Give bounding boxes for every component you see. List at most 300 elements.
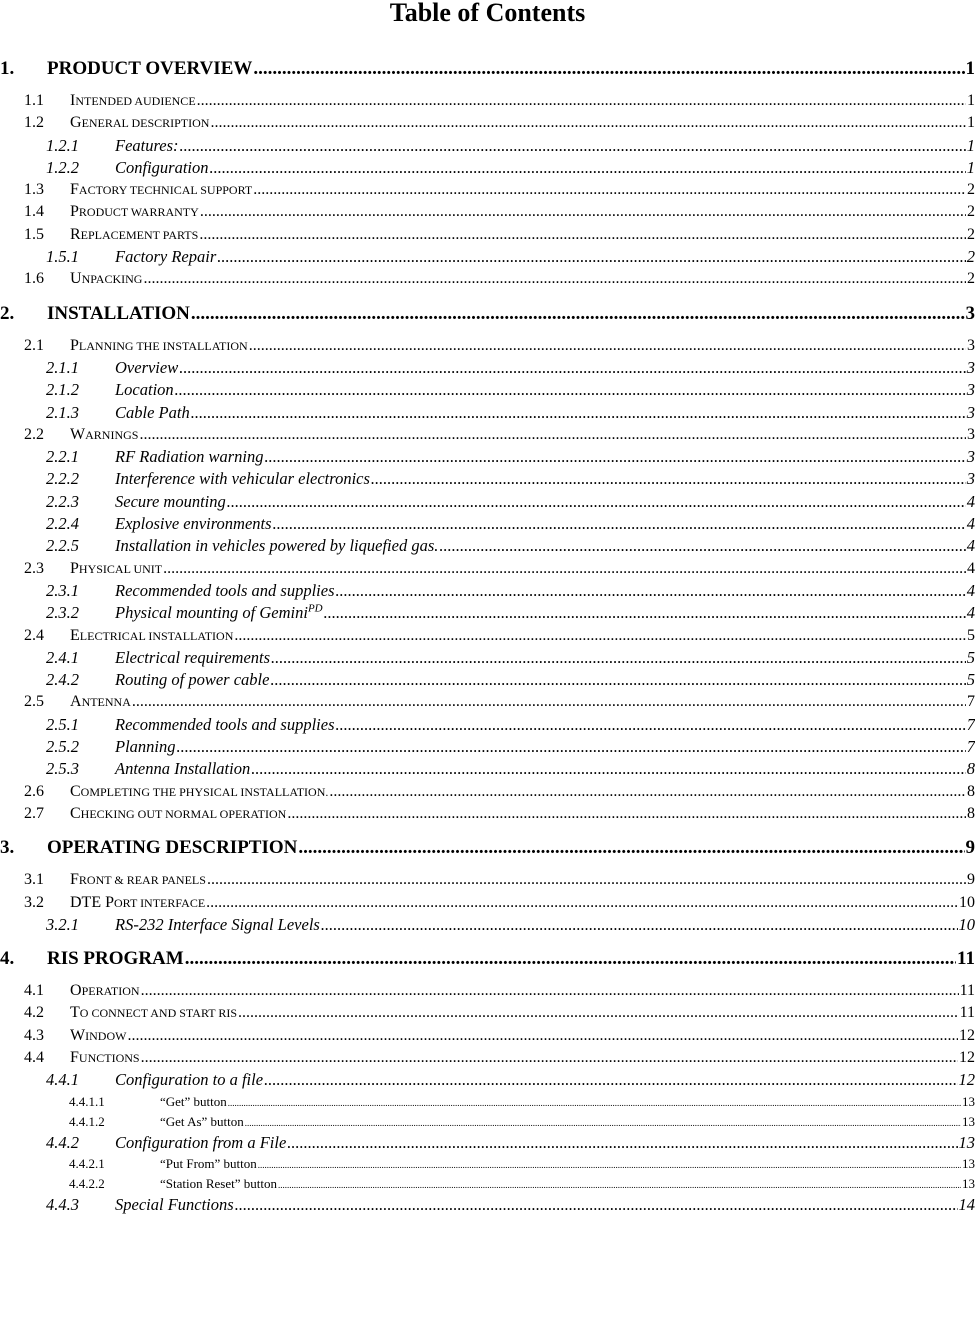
- toc-entry-title: [115, 491, 226, 513]
- toc-entry-number: 4.4.2.2: [69, 1175, 105, 1191]
- toc-entry-number: 2.: [0, 302, 15, 324]
- toc-entry-title: [115, 446, 264, 468]
- toc-entry-page-number: 7: [966, 737, 975, 757]
- toc-entry[interactable]: [0, 335, 975, 357]
- dot-leader: [270, 669, 965, 691]
- toc-entry-number: 2.1: [24, 336, 44, 354]
- toc-entry-page-number: 12: [958, 1070, 975, 1090]
- toc-entry-page-number: 8: [967, 782, 975, 800]
- toc-entry-number: 1.2.1: [46, 135, 79, 155]
- toc-entry-title: [160, 1112, 244, 1132]
- toc-entry-number: 2.5: [24, 693, 44, 711]
- toc-entry-number: 3.2.1: [46, 914, 79, 934]
- toc-entry-page-number: 3: [966, 357, 975, 377]
- toc-entry-page-number: 2: [966, 247, 975, 267]
- toc-entry-number: 3.1: [24, 871, 44, 889]
- toc-entry-title-rest: RODUCT WARRANTY: [78, 205, 199, 220]
- dot-leader: [207, 869, 966, 891]
- toc-entry-title-text: INSTALLATION: [47, 302, 190, 324]
- toc-entry-title: [47, 835, 297, 861]
- toc-entry-title: [47, 301, 190, 327]
- toc-entry[interactable]: [0, 357, 975, 379]
- toc-entry[interactable]: [0, 446, 975, 468]
- page-title: Table of Contents: [389, 0, 586, 27]
- toc-entry-title-text: “Station Reset” button: [160, 1175, 277, 1191]
- dot-leader: [371, 468, 966, 490]
- dot-leader: [127, 1025, 958, 1047]
- toc-entry[interactable]: [0, 491, 975, 513]
- dot-leader: [253, 179, 966, 201]
- toc-entry[interactable]: [0, 1025, 975, 1047]
- toc-entry-title-text: Planning: [115, 737, 176, 757]
- toc-entry-number: 4.4: [24, 1048, 44, 1066]
- toc-entry-title: [115, 736, 176, 758]
- toc-entry-page-number: 12: [959, 1048, 975, 1066]
- toc-entry-page-number: 5: [967, 626, 975, 644]
- toc-entry-title: [70, 980, 140, 1002]
- dot-leader: [139, 424, 966, 446]
- toc-entry-page-number: 8: [966, 759, 975, 779]
- toc-entry-title: [70, 803, 286, 825]
- toc-entry-title-initial: P: [70, 336, 79, 354]
- toc-entry-number: 2.2: [24, 425, 44, 443]
- toc-entry-title-text: Routing of power cable: [115, 670, 270, 690]
- toc-entry-page-number: 9: [965, 837, 975, 859]
- toc-entry-number: 2.3.2: [46, 603, 79, 623]
- toc-entry-title-initial: P: [70, 559, 79, 577]
- dot-leader: [249, 335, 966, 357]
- toc-entry-number: 1.5: [24, 225, 44, 243]
- toc-entry-title-rest: RONT & REAR PANELS: [78, 873, 206, 888]
- dot-leader: [210, 157, 966, 179]
- dot-leader: [180, 135, 966, 157]
- dot-leader: [228, 1093, 961, 1113]
- toc-entry-page-number: 3: [967, 425, 975, 443]
- toc-entry-title: [115, 535, 438, 557]
- toc-entry[interactable]: [0, 1174, 975, 1194]
- toc-entry[interactable]: [0, 112, 975, 134]
- toc-entry[interactable]: [0, 691, 975, 713]
- toc-entry[interactable]: [0, 301, 975, 327]
- toc-entry[interactable]: [0, 468, 975, 490]
- toc-entry[interactable]: [0, 402, 975, 424]
- toc-entry-title-initial: O: [70, 982, 82, 1000]
- toc-entry[interactable]: [0, 758, 975, 780]
- dot-leader: [324, 602, 966, 624]
- toc-entry-title-text: RS-232 Interface Signal Levels: [115, 914, 320, 934]
- toc-entry-number: 2.2.5: [46, 536, 79, 556]
- toc-entry-title-text: Location: [115, 380, 174, 400]
- toc-entry[interactable]: [0, 558, 975, 580]
- toc-entry-page-number: 1: [966, 157, 975, 177]
- toc-entry-title-text: Explosive environments: [115, 514, 272, 534]
- toc-entry-page-number: 13: [962, 1155, 975, 1171]
- toc-entry-title: [115, 602, 323, 624]
- toc-entry-title-rest: OMPLETING THE PHYSICAL INSTALLATION.: [80, 784, 329, 799]
- toc-entry[interactable]: [0, 625, 975, 647]
- dot-leader: [217, 246, 965, 268]
- toc-entry[interactable]: [0, 835, 975, 861]
- toc-entry-title: [70, 625, 233, 647]
- dot-leader: [191, 301, 965, 327]
- toc-entry-page-number: 8: [967, 804, 975, 822]
- toc-entry-page-number: 2: [967, 181, 975, 199]
- toc-entry-title-text: Configuration: [115, 157, 209, 177]
- toc-entry-page-number: 3: [965, 302, 975, 324]
- toc-entry-title-text: RIS PROGRAM: [47, 948, 184, 970]
- toc-entry-title: [115, 157, 209, 179]
- dot-leader: [287, 803, 966, 825]
- toc-entry-number: 1.1: [24, 92, 44, 109]
- toc-entry-title: [70, 90, 196, 112]
- toc-entry-page-number: 13: [958, 1132, 975, 1152]
- toc-entry-title: [115, 714, 335, 736]
- toc-entry-number: 2.3: [24, 559, 44, 577]
- toc-entry-title-rest: NPACKING: [81, 272, 143, 287]
- toc-entry[interactable]: [0, 179, 975, 201]
- toc-entry-title-text: PRODUCT OVERVIEW: [47, 58, 253, 79]
- toc-entry-page-number: 9: [967, 871, 975, 889]
- dot-leader: [273, 513, 966, 535]
- dot-leader: [329, 781, 966, 803]
- toc-entry[interactable]: [0, 224, 975, 246]
- toc-entry[interactable]: [0, 135, 975, 157]
- toc-entry[interactable]: [0, 980, 975, 1002]
- toc-entry-title: [70, 268, 142, 290]
- toc-entry[interactable]: [0, 914, 975, 936]
- toc-entry[interactable]: [0, 781, 975, 803]
- toc-entry-title: [70, 112, 209, 134]
- toc-entry-number: 3.2: [24, 893, 44, 911]
- toc-entry-title: [115, 402, 190, 424]
- dot-leader: [141, 1047, 958, 1069]
- toc-entry-title-initial: R: [70, 225, 81, 243]
- toc-entry[interactable]: [0, 1154, 975, 1174]
- toc-entry[interactable]: [0, 90, 975, 112]
- toc-entry-title: [70, 558, 162, 580]
- toc-entry-page-number: 4: [967, 559, 975, 577]
- toc-entry[interactable]: [0, 869, 975, 891]
- toc-entry-number: 2.6: [24, 782, 44, 800]
- toc-entry-title-text: Cable Path: [115, 402, 190, 422]
- toc-entry-number: 4.: [0, 948, 15, 970]
- toc-entry-page-number: 1: [965, 58, 975, 79]
- dot-leader: [271, 647, 966, 669]
- toc-entry[interactable]: [0, 1002, 975, 1024]
- toc-entry-title: [70, 1025, 126, 1047]
- toc-entry[interactable]: [0, 513, 975, 535]
- toc-entry-title-initial: W: [70, 1026, 86, 1044]
- toc-entry-title: [115, 357, 178, 379]
- toc-entry-number: 4.4.1.2: [69, 1113, 105, 1129]
- toc-entry-page-number: 4: [966, 536, 975, 556]
- toc-entry[interactable]: [0, 946, 975, 972]
- toc-entry[interactable]: [0, 1194, 975, 1216]
- toc-entry-title-initial: F: [70, 1048, 79, 1066]
- toc-entry-title-rest: HECKING OUT NORMAL OPERATION: [80, 806, 287, 821]
- toc-entry-title: [70, 781, 328, 803]
- toc-entry-title: [47, 56, 252, 82]
- toc-entry-title-initial: F: [70, 871, 79, 889]
- toc-entry[interactable]: [0, 892, 975, 914]
- toc-entry-number: 1.5.1: [46, 247, 79, 267]
- toc-entry[interactable]: [0, 580, 975, 602]
- toc-entry-title: [115, 379, 174, 401]
- toc-entry-page-number: 13: [962, 1093, 975, 1109]
- toc-entry-page-number: 13: [962, 1113, 975, 1129]
- dot-leader: [265, 446, 966, 468]
- toc-entry-page-number: 2: [967, 203, 975, 221]
- toc-entry-title: [115, 914, 320, 936]
- toc-entry-number: 1.2: [24, 114, 44, 132]
- toc-entry-title-rest: ORT INTERFACE: [114, 895, 206, 910]
- toc-entry-title-rest: LANNING THE INSTALLATION: [78, 338, 248, 353]
- toc-entry-number: 2.2.2: [46, 469, 79, 489]
- toc-entry-title: [70, 691, 131, 713]
- toc-entry-page-number: 11: [959, 982, 975, 1000]
- toc-entry-title-text: OPERATING DESCRIPTION: [47, 837, 298, 859]
- toc-entry-title: [115, 1132, 286, 1154]
- toc-entry-title-initial: G: [70, 114, 82, 132]
- toc-entry-title: [70, 869, 206, 891]
- toc-entry-number: 2.5.2: [46, 737, 79, 757]
- dot-leader: [264, 1069, 957, 1091]
- toc-entry-number: 4.4.1.1: [69, 1093, 105, 1109]
- toc-entry-title: [70, 424, 138, 446]
- toc-entry-number: 2.7: [24, 804, 44, 822]
- toc-entry[interactable]: [0, 647, 975, 669]
- toc-entry-title: [115, 669, 269, 691]
- toc-entry-title: [115, 246, 216, 268]
- toc-entry-page-number: 3: [966, 469, 975, 489]
- toc-entry-title-rest: ACTORY TECHNICAL SUPPORT: [78, 183, 253, 198]
- toc-entry[interactable]: [0, 201, 975, 223]
- toc-entry-title-text: Factory Repair: [115, 247, 217, 267]
- table-of-contents: [0, 56, 975, 1216]
- dot-leader: [251, 758, 966, 780]
- dot-leader: [179, 357, 966, 379]
- toc-entry-page-number: 3: [966, 380, 975, 400]
- toc-entry-number: 4.1: [24, 982, 44, 1000]
- toc-entry-title: [160, 1092, 227, 1112]
- toc-entry-title-text: RF Radiation warning: [115, 447, 264, 467]
- toc-entry-title: [160, 1154, 257, 1174]
- toc-entry-page-number: 3: [967, 336, 975, 354]
- toc-entry[interactable]: [0, 1069, 975, 1091]
- toc-entry-title-rest: EPLACEMENT PARTS: [80, 227, 199, 242]
- toc-entry-title-text: Installation in vehicles powered by liquefied gas.: [115, 536, 439, 556]
- dot-leader: [234, 625, 966, 647]
- toc-entry-number: 1.4: [24, 203, 44, 221]
- toc-entry-number: 1.2.2: [46, 157, 79, 177]
- toc-entry-title-initial: C: [70, 782, 81, 800]
- toc-entry-title: [70, 1002, 237, 1024]
- toc-entry-page-number: 3: [966, 447, 975, 467]
- toc-entry-page-number: 5: [966, 647, 975, 667]
- toc-entry-number: 2.3.1: [46, 580, 79, 600]
- dot-leader: [185, 946, 956, 972]
- toc-entry[interactable]: [0, 268, 975, 290]
- toc-entry-title-rest: INDOW: [85, 1028, 127, 1043]
- toc-entry-title-text: Secure mounting: [115, 491, 226, 511]
- toc-entry-title-text: “Put From” button: [160, 1155, 257, 1171]
- toc-entry-title-initial: I: [70, 92, 76, 109]
- toc-entry-number: 2.2.4: [46, 514, 79, 534]
- toc-entry-page-number: 2: [967, 270, 975, 288]
- toc-entry-number: 1.6: [24, 270, 44, 288]
- toc-entry-number: 4.3: [24, 1026, 44, 1044]
- dot-leader: [253, 56, 964, 82]
- toc-entry-number: 2.4: [24, 626, 44, 644]
- toc-entry[interactable]: [0, 1132, 975, 1154]
- toc-entry-title: [70, 201, 199, 223]
- toc-entry[interactable]: [0, 1047, 975, 1069]
- toc-entry[interactable]: [0, 56, 975, 82]
- dot-leader: [141, 980, 959, 1002]
- toc-entry[interactable]: [0, 424, 975, 446]
- toc-entry[interactable]: [0, 669, 975, 691]
- toc-entry-page-number: 4: [966, 580, 975, 600]
- toc-entry-number: 4.4.2: [46, 1132, 79, 1152]
- toc-entry-number: 4.2: [24, 1004, 44, 1022]
- toc-entry-page-number: 14: [958, 1194, 975, 1214]
- toc-entry-number: 4.4.2.1: [69, 1155, 105, 1171]
- dot-leader: [200, 201, 966, 223]
- toc-entry-title-initial: P: [70, 203, 79, 221]
- toc-entry-title: [115, 580, 335, 602]
- dot-leader: [238, 1002, 959, 1024]
- toc-entry-title: [70, 1047, 140, 1069]
- toc-entry-number: 3.: [0, 837, 15, 859]
- toc-entry-title-text: Features:: [115, 135, 179, 155]
- toc-entry-title: [115, 1194, 234, 1216]
- toc-entry[interactable]: [0, 157, 975, 179]
- dot-leader: [197, 90, 966, 112]
- toc-entry-page-number: 11: [959, 1004, 975, 1022]
- toc-entry-title-rest: ENERAL DESCRIPTION: [81, 116, 210, 131]
- toc-entry-number: 4.4.1: [46, 1070, 79, 1090]
- toc-entry-title-text: Electrical requirements: [115, 647, 271, 667]
- dot-leader: [132, 691, 966, 713]
- toc-entry-title: [70, 224, 198, 246]
- toc-entry-title-initial: U: [70, 270, 82, 288]
- toc-entry[interactable]: [0, 803, 975, 825]
- toc-entry-title-text: Physical mounting of Gemini: [115, 603, 308, 623]
- dot-leader: [245, 1113, 961, 1133]
- toc-entry-page-number: 4: [966, 491, 975, 511]
- toc-entry-number: 2.5.1: [46, 714, 79, 734]
- toc-entry-page-number: 4: [966, 514, 975, 534]
- toc-entry[interactable]: [0, 379, 975, 401]
- toc-entry-title-rest: LECTRICAL INSTALLATION: [79, 628, 234, 643]
- toc-entry[interactable]: [0, 714, 975, 736]
- toc-entry-superscript: PD: [307, 602, 323, 615]
- dot-leader: [199, 224, 966, 246]
- toc-entry-title-rest: PERATION: [81, 984, 140, 999]
- toc-entry-title-text: Recommended tools and supplies: [115, 580, 335, 600]
- toc-entry-number: 2.5.3: [46, 759, 79, 779]
- dot-leader: [227, 491, 966, 513]
- toc-entry-number: 1.3: [24, 181, 44, 199]
- toc-entry-title: [115, 513, 272, 535]
- toc-entry-page-number: 3: [966, 402, 975, 422]
- toc-entry-page-number: 7: [967, 693, 975, 711]
- dot-leader: [321, 914, 958, 936]
- toc-entry-title-rest: HYSICAL UNIT: [78, 561, 163, 576]
- toc-entry-title-text: Recommended tools and supplies: [115, 714, 335, 734]
- toc-entry-page-number: 11: [957, 948, 975, 970]
- toc-entry-title-initial: W: [70, 425, 86, 443]
- toc-entry-number: 2.1.3: [46, 402, 79, 422]
- toc-entry-title-rest: NTENDED AUDIENCE: [75, 94, 196, 108]
- toc-entry-title: [70, 892, 205, 914]
- toc-entry[interactable]: [0, 602, 975, 624]
- toc-entry-page-number: 10: [958, 914, 975, 934]
- dot-leader: [336, 580, 966, 602]
- toc-entry[interactable]: [0, 1112, 975, 1132]
- dot-leader: [163, 558, 966, 580]
- toc-entry-title: [115, 647, 270, 669]
- toc-entry-page-number: 4: [966, 603, 975, 623]
- toc-entry-title-text: Special Functions: [115, 1194, 234, 1214]
- toc-entry-title-rest: UNCTIONS: [78, 1050, 140, 1065]
- toc-entry-title: [160, 1174, 277, 1194]
- toc-entry-number: 2.2.1: [46, 447, 79, 467]
- toc-entry[interactable]: [0, 535, 975, 557]
- toc-entry[interactable]: [0, 736, 975, 758]
- toc-entry-title-text: Configuration to a file: [115, 1070, 264, 1090]
- toc-entry[interactable]: [0, 246, 975, 268]
- toc-entry-title-initial: A: [70, 693, 82, 711]
- toc-entry-title: [115, 135, 179, 157]
- toc-entry-page-number: 13: [962, 1175, 975, 1191]
- toc-entry-title: [115, 468, 370, 490]
- dot-leader: [336, 714, 966, 736]
- toc-entry-title-text: “Get” button: [160, 1093, 227, 1109]
- toc-entry-page-number: 10: [959, 893, 975, 911]
- toc-entry-page-number: 5: [966, 670, 975, 690]
- dot-leader: [177, 736, 966, 758]
- toc-entry[interactable]: [0, 1092, 975, 1112]
- toc-entry-title: [70, 179, 252, 201]
- toc-entry-title: [70, 335, 248, 357]
- toc-entry-number: 2.2.3: [46, 491, 79, 511]
- dot-leader: [210, 112, 966, 134]
- toc-entry-title-initial: E: [70, 626, 80, 644]
- toc-entry-number: 2.1.2: [46, 380, 79, 400]
- toc-entry-title: [115, 1069, 263, 1091]
- toc-entry-title-text: “Get As” button: [160, 1113, 244, 1129]
- toc-entry-page-number: 12: [959, 1026, 975, 1044]
- toc-entry-number: 1.: [0, 58, 15, 79]
- dot-leader: [258, 1155, 961, 1175]
- toc-entry-title-initial: DTE P: [70, 893, 114, 911]
- toc-entry-page-number: 1: [967, 92, 975, 109]
- toc-entry-title-rest: O CONNECT AND START RIS: [79, 1006, 238, 1021]
- dot-leader: [175, 379, 966, 401]
- toc-entry-number: 2.4.1: [46, 647, 79, 667]
- toc-entry-title-initial: C: [70, 804, 81, 822]
- dot-leader: [439, 535, 965, 557]
- toc-entry-title-rest: ARNINGS: [85, 427, 139, 442]
- dot-leader: [235, 1194, 958, 1216]
- toc-entry-title-text: Interference with vehicular electronics: [115, 469, 370, 489]
- toc-entry-title: [47, 946, 184, 972]
- toc-entry-page-number: 1: [967, 114, 975, 132]
- toc-entry-title-initial: F: [70, 181, 79, 199]
- toc-entry-title-text: Configuration from a File: [115, 1132, 287, 1152]
- toc-entry-number: 4.4.3: [46, 1194, 79, 1214]
